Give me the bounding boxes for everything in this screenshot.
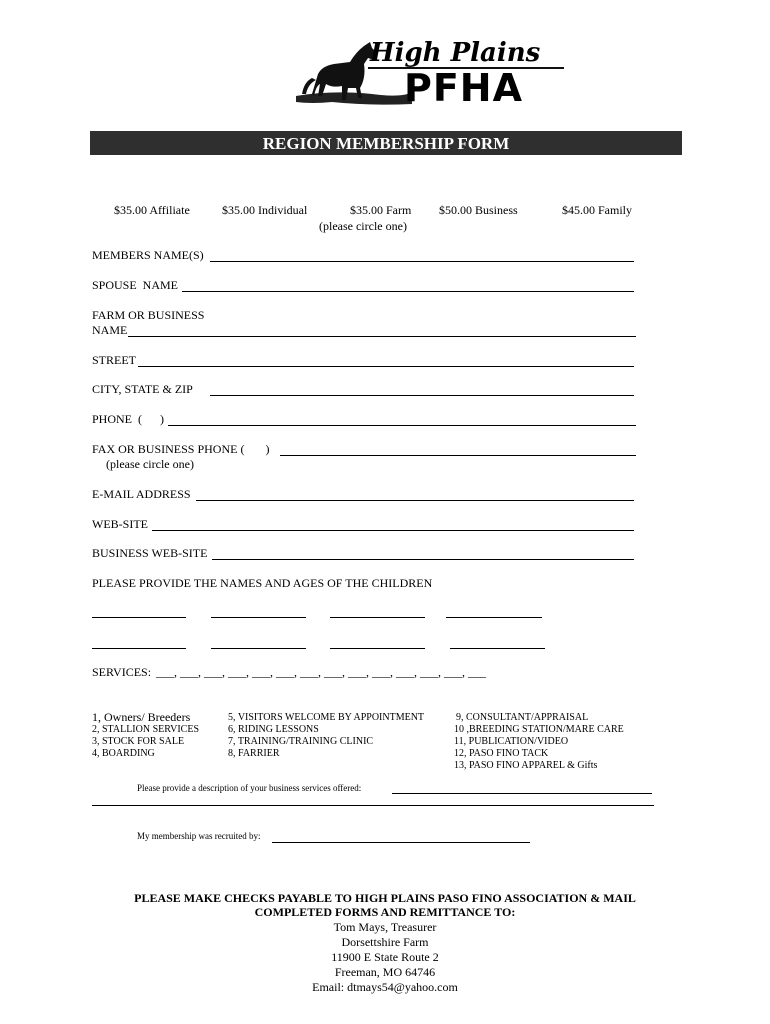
farm-business-name-field[interactable]	[128, 336, 636, 337]
service-option: 8, FARRIER	[228, 748, 280, 759]
payment-instruction-line-2: COMPLETED FORMS AND REMITTANCE TO:	[254, 905, 516, 919]
child-field[interactable]	[211, 617, 306, 618]
description-field-line-2[interactable]	[92, 805, 654, 806]
email-field[interactable]	[196, 500, 634, 501]
services-blanks[interactable]: ___, ___, ___, ___, ___, ___, ___, ___, ___, ___, ___, ___, ___, ___	[156, 665, 486, 679]
child-field[interactable]	[330, 648, 425, 649]
spouse-name-label: SPOUSE NAME	[92, 278, 179, 292]
service-option: 4, BOARDING	[92, 748, 155, 759]
phone-label: PHONE ( )	[92, 412, 164, 426]
fee-individual[interactable]: $35.00 Individual	[222, 203, 308, 217]
service-option: 1, Owners/ Breeders	[92, 710, 191, 724]
fee-business[interactable]: $50.00 Business	[439, 203, 518, 217]
service-option: 13, PASO FINO APPAREL & Gifts	[454, 760, 598, 771]
service-option: 10 ,BREEDING STATION/MARE CARE	[454, 724, 624, 735]
street-field[interactable]	[138, 366, 634, 367]
members-name-field[interactable]	[210, 261, 634, 262]
fee-affiliate[interactable]: $35.00 Affiliate	[114, 203, 190, 217]
fax-business-phone-label: FAX OR BUSINESS PHONE ( )	[92, 442, 270, 456]
fee-family[interactable]: $45.00 Family	[562, 203, 633, 217]
child-field[interactable]	[450, 648, 545, 649]
fax-business-phone-field[interactable]	[280, 455, 636, 456]
fee-circle-note: (please circle one)	[319, 219, 407, 233]
phone-field[interactable]	[168, 425, 636, 426]
treasurer-city: Freeman, MO 64746	[334, 965, 436, 979]
child-field[interactable]	[92, 648, 186, 649]
high-plains-pfha-logo	[292, 38, 568, 112]
street-label: STREET	[92, 353, 136, 367]
child-field[interactable]	[92, 617, 186, 618]
fax-circle-note: (please circle one)	[106, 457, 194, 471]
description-prompt: Please provide a description of your business services offered:	[137, 783, 362, 793]
logo-pfha-text: PFHA	[404, 66, 524, 110]
treasurer-name: Tom Mays, Treasurer	[333, 920, 437, 934]
service-option: 5, VISITORS WELCOME BY APPOINTMENT	[228, 712, 425, 723]
business-website-field[interactable]	[212, 559, 634, 560]
website-label: WEB-SITE	[92, 517, 148, 531]
service-option: 6, RIDING LESSONS	[228, 724, 319, 735]
recruited-by-field[interactable]	[272, 842, 530, 843]
business-website-label: BUSINESS WEB-SITE	[92, 546, 208, 560]
spouse-name-field[interactable]	[182, 291, 634, 292]
email-label: E-MAIL ADDRESS	[92, 487, 191, 501]
children-prompt: PLEASE PROVIDE THE NAMES AND AGES OF THE CHILDREN	[92, 576, 433, 590]
payment-instruction-line-1: PLEASE MAKE CHECKS PAYABLE TO HIGH PLAINS PASO FINO ASSOCIATION & MAIL	[134, 891, 636, 905]
service-option: 2, STALLION SERVICES	[92, 724, 200, 735]
description-field[interactable]	[392, 793, 652, 794]
child-field[interactable]	[446, 617, 542, 618]
logo-script-text: High Plains	[370, 38, 541, 68]
service-option: 9, CONSULTANT/APPRAISAL	[456, 712, 589, 723]
services-label: SERVICES:	[92, 665, 152, 679]
recruited-by-prompt: My membership was recruited by:	[137, 831, 261, 841]
service-option: 7, TRAINING/TRAINING CLINIC	[228, 736, 374, 747]
city-state-zip-label: CITY, STATE & ZIP	[92, 382, 193, 396]
treasurer-street: 11900 E State Route 2	[331, 950, 439, 964]
farm-business-label-2: NAME	[92, 323, 128, 337]
members-name-label: MEMBERS NAME(S)	[92, 248, 204, 262]
child-field[interactable]	[211, 648, 306, 649]
treasurer-farm: Dorsettshire Farm	[341, 935, 429, 949]
form-title: REGION MEMBERSHIP FORM	[90, 131, 682, 155]
farm-business-label-1: FARM OR BUSINESS	[92, 308, 205, 322]
city-state-zip-field[interactable]	[210, 395, 634, 396]
treasurer-email[interactable]: Email: dtmays54@yahoo.com	[312, 980, 458, 994]
service-option: 3, STOCK FOR SALE	[92, 736, 185, 747]
child-field[interactable]	[330, 617, 425, 618]
website-field[interactable]	[152, 530, 634, 531]
service-option: 11, PUBLICATION/VIDEO	[454, 736, 569, 747]
fee-farm[interactable]: $35.00 Farm	[350, 203, 412, 217]
service-option: 12, PASO FINO TACK	[454, 748, 549, 759]
